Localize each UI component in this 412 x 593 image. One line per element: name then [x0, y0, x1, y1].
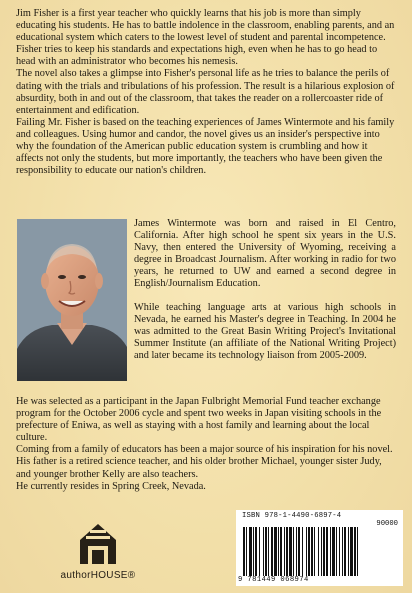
author-bio-continued: [16, 396, 398, 493]
house-icon: [52, 518, 144, 568]
book-blurb: [16, 8, 396, 177]
bio-paragraph: James Wintermote was born and raised in El Centro, California. After high school he spent six years in the U.S. Navy, then entered the University of Wyoming, receiving a degree in Broadcast Journalism. After working in radio for two years, he returned to UW and earned a second degree in English/Journalism Education.: [134, 218, 396, 290]
blurb-paragraph: Jim Fisher is a first year teacher who quickly learns that his job is more than simply educating his students. He has to battle indolence in the classroom, enabling parents, and an educational system which caters to the lowest level of student and parental incompetence. Fisher tries to keep his standards and expectations high, even when he has to go head to head with an administrator who becomes his nemesis.: [16, 8, 395, 68]
blurb-paragraph: The novel also takes a glimpse into Fisher's personal life as he tries to balance the perils of dating with the trials and tribulations of his profession. The result is a hilarious explosion of absurdity, both in and out of the classroom, that takes the reader on a rollercoaster ride of entertainment and edification.: [16, 68, 395, 116]
author-bio: [134, 218, 396, 373]
isbn-label: ISBN 978-1-4490-6897-4: [242, 512, 342, 520]
authorhouse-logo: [52, 518, 144, 586]
blurb-paragraph: Failing Mr. Fisher is based on the teaching experiences of James Wintermote and his family and colleagues. Using humor and candor, the novel gives us an insider's perspective into why the foundation of the American public education system is crumbling and how it affects not only the students, but more importantly, the teachers who have been given the responsibility to educate our nation's children.: [16, 116, 395, 177]
barcode-bars: [241, 527, 398, 576]
bio-paragraph: He currently resides in Spring Creek, Nevada.: [16, 480, 206, 492]
author-portrait-illustration: [17, 219, 127, 381]
price-code: 90000: [376, 520, 398, 528]
logo-wordmark: authorHOUSE®: [60, 570, 136, 581]
bio-paragraph: Coming from a family of educators has been a major source of his inspiration for his novel. His father is a retired science teacher, and his older brother Michael, younger sister Judy, and younger brother Kelly are also teachers.: [16, 444, 393, 480]
barcode-block: [236, 510, 403, 586]
author-photo: [17, 219, 127, 381]
isbn-digits: 9 781449 068974: [238, 576, 309, 584]
bio-paragraph: While teaching language arts at various high schools in Nevada, he earned his Master's degree in Teaching. In 2004 he was admitted to the Great Basin Writing Project's Invitational Summer Institute (an affiliate of the National Writing Project) and later became its technology liaison from 2005-2009.: [134, 301, 396, 361]
bio-paragraph: He was selected as a participant in the Japan Fulbright Memorial Fund teacher exchange program for the October 2006 cycle and spent two weeks in Japan visiting schools in the prefecture of Eniwa, as well as staying with a host family and learning about the local culture.: [16, 396, 382, 444]
